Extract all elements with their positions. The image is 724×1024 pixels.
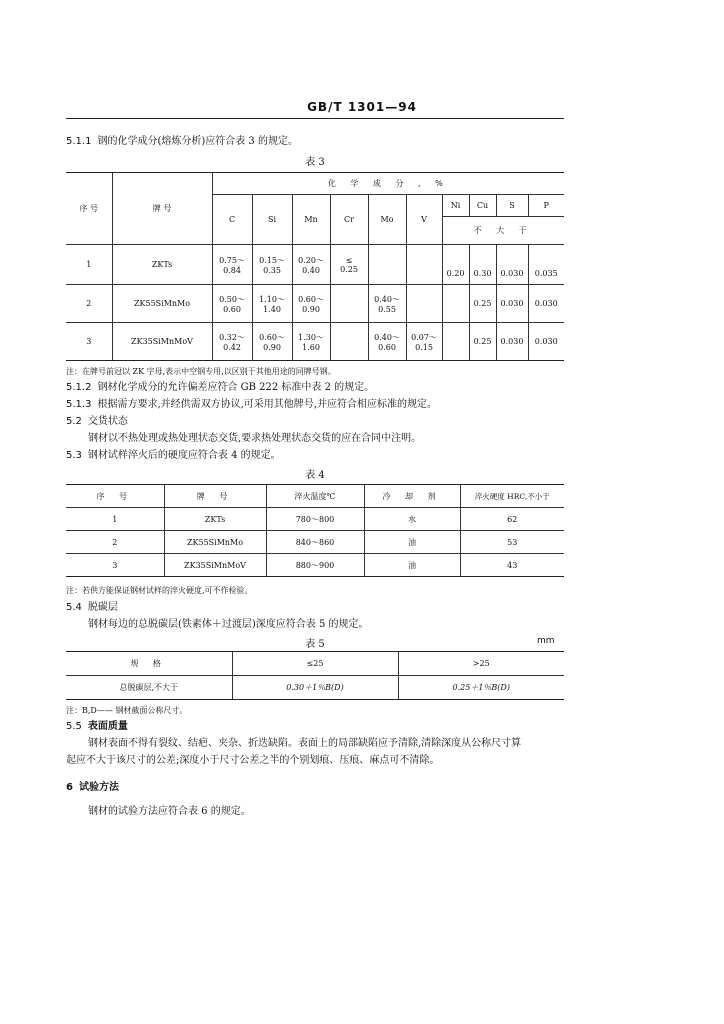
clause-5-5-heading: [66, 720, 128, 734]
header-hardness: 淬火硬度 HRC,不小于: [460, 485, 564, 508]
cell-grade: ZK55SiMnMo: [164, 531, 266, 554]
cell-no: 3: [66, 323, 112, 361]
table-5: [66, 651, 564, 700]
header-element-p: P: [528, 195, 564, 217]
clause-5-2-heading: [66, 415, 128, 429]
cell-grade: ZKTs: [164, 508, 266, 531]
clause-5-4-text: 钢材每边的总脱碳层(铁素体＋过渡层)深度应符合表 5 的规定。: [88, 619, 369, 630]
cell-grade: ZK35SiMnMoV: [164, 554, 266, 577]
table-row: [66, 323, 564, 361]
cell-hardness: 43: [460, 554, 564, 577]
header-quench-temp: 淬火温度℃: [266, 485, 364, 508]
cell-no: 1: [66, 508, 164, 531]
clause-5-1-3: [66, 398, 437, 412]
cell-si: 1.10～ 1.40: [252, 285, 292, 323]
header-element-ni: Ni: [442, 195, 469, 217]
cell-no: 3: [66, 554, 164, 577]
cell-coolant: 水: [364, 508, 460, 531]
cell-ni: 0.20: [442, 245, 469, 285]
clause-number: 5.1.1: [66, 136, 92, 147]
table-header-row: [66, 652, 564, 676]
cell-decarb-le-25: 0.30＋1％B(D): [232, 676, 398, 700]
header-element-s: S: [496, 195, 528, 217]
cell-decarb-gt-25: 0.25＋1％B(D): [398, 676, 564, 700]
table-3: [66, 172, 564, 361]
clause-5-4-heading: [66, 601, 118, 615]
cell-grade: ZK35SiMnMoV: [112, 323, 212, 361]
header-coolant: 冷 却 剂: [364, 485, 460, 508]
cell-ni: [442, 323, 469, 361]
clause-5-1-2: [66, 381, 374, 395]
header-element-si: Si: [252, 195, 292, 245]
section-6-heading: [66, 781, 119, 795]
cell-quench-temp: 880～900: [266, 554, 364, 577]
header-element-v: V: [406, 195, 442, 245]
table-row: [66, 676, 564, 700]
cell-cr: [330, 285, 368, 323]
clause-number: 5.4: [66, 602, 82, 613]
header-element-cu: Cu: [469, 195, 496, 217]
table-3-caption: 表 3: [305, 157, 325, 168]
cell-cu: 0.25: [469, 323, 496, 361]
clause-title: 表面质量: [87, 721, 128, 732]
cell-ni: [442, 285, 469, 323]
table-3-note: 注：在牌号前冠以 ZK 字母,表示中空钢专用,以区别于其他用途的同牌号钢。: [66, 367, 336, 376]
header-size: 规 格: [66, 652, 232, 676]
cell-mo: [368, 245, 406, 285]
clause-5-1-1: [66, 135, 298, 149]
clause-text: 根据需方要求,并经供需双方协议,可采用其他牌号,并应符合相应标准的规定。: [97, 399, 437, 410]
cell-v: 0.07～ 0.15: [406, 323, 442, 361]
clause-text: 钢的化学成分(熔炼分析)应符合表 3 的规定。: [97, 136, 298, 147]
cell-quench-temp: 780～800: [266, 508, 364, 531]
cell-cr: ≤ 0.25: [330, 245, 368, 285]
cell-p: 0.035: [528, 245, 564, 285]
table-4-caption: 表 4: [305, 470, 325, 481]
header-not-more-than: 不 大 于: [442, 217, 564, 245]
table-row: [66, 285, 564, 323]
header-chemical-composition: 化 学 成 分 , %: [212, 173, 564, 195]
header-grade: 牌 号: [112, 173, 212, 245]
cell-c: 0.50～ 0.60: [212, 285, 252, 323]
cell-c: 0.32～ 0.42: [212, 323, 252, 361]
clause-text: 钢材化学成分的允许偏差应符合 GB 222 标准中表 2 的规定。: [97, 382, 375, 393]
clause-number: 5.1.3: [66, 399, 92, 410]
table-row: [66, 531, 564, 554]
clause-5-5-line-2: 起应不大于该尺寸的公差;深度小于尺寸公差之半的个别划痕、压痕、麻点可不清除。: [66, 755, 440, 766]
cell-no: 2: [66, 531, 164, 554]
cell-si: 0.60～ 0.90: [252, 323, 292, 361]
cell-c: 0.75～ 0.84: [212, 245, 252, 285]
table-4: [66, 484, 564, 577]
cell-mn: 0.60～ 0.90: [292, 285, 330, 323]
clause-5-3: [66, 449, 281, 463]
table-5-unit: mm: [537, 636, 555, 646]
clause-number: 5.5: [66, 721, 82, 732]
cell-no: 2: [66, 285, 112, 323]
cell-mo: 0.40～ 0.55: [368, 285, 406, 323]
section-number: 6: [66, 782, 73, 793]
clause-5-2-text: 钢材以不热处理或热处理状态交货,要求热处理状态交货的应在合同中注明。: [88, 433, 422, 444]
table-header-row: [66, 485, 564, 508]
table-4-note: 注：若供方能保证钢材试样的淬火硬度,可不作检验。: [66, 586, 253, 595]
cell-hardness: 53: [460, 531, 564, 554]
table-5-note: 注：B,D—— 钢材截面公称尺寸。: [66, 706, 188, 715]
cell-v: [406, 285, 442, 323]
header-gt-25: >25: [398, 652, 564, 676]
clause-number: 5.1.2: [66, 382, 92, 393]
clause-title: 交货状态: [87, 416, 128, 427]
cell-p: 0.030: [528, 285, 564, 323]
header-element-mo: Mo: [368, 195, 406, 245]
header-grade: 牌 号: [164, 485, 266, 508]
cell-mn: 1.30～ 1.60: [292, 323, 330, 361]
standard-code: GB/T 1301—94: [307, 100, 417, 114]
cell-s: 0.030: [496, 245, 528, 285]
cell-s: 0.030: [496, 323, 528, 361]
header-element-mn: Mn: [292, 195, 330, 245]
header-element-cr: Cr: [330, 195, 368, 245]
cell-hardness: 62: [460, 508, 564, 531]
header-le-25: ≤25: [232, 652, 398, 676]
cell-s: 0.030: [496, 285, 528, 323]
cell-mo: 0.40～ 0.60: [368, 323, 406, 361]
table-row: [66, 554, 564, 577]
cell-total-decarb-label: 总脱碳层,不大于: [66, 676, 232, 700]
cell-cr: [330, 323, 368, 361]
clause-number: 5.2: [66, 416, 82, 427]
header-element-c: C: [212, 195, 252, 245]
clause-text: 钢材试样淬火后的硬度应符合表 4 的规定。: [87, 450, 281, 461]
cell-cu: 0.30: [469, 245, 496, 285]
table-5-caption: 表 5: [305, 639, 325, 650]
cell-no: 1: [66, 245, 112, 285]
clause-5-5-line-1: 钢材表面不得有裂纹、结疤、夹杂、折迭缺陷。表面上的局部缺陷应予清除,清除深度从公称尺寸算: [88, 738, 522, 749]
cell-mn: 0.20～ 0.40: [292, 245, 330, 285]
cell-coolant: 油: [364, 531, 460, 554]
cell-cu: 0.25: [469, 285, 496, 323]
section-title: 试验方法: [78, 782, 119, 793]
cell-v: [406, 245, 442, 285]
cell-quench-temp: 840～860: [266, 531, 364, 554]
clause-title: 脱碳层: [87, 602, 118, 613]
header-rule: [66, 118, 564, 119]
clause-number: 5.3: [66, 450, 82, 461]
table-row: [66, 508, 564, 531]
cell-si: 0.15～ 0.35: [252, 245, 292, 285]
cell-grade: ZK55SiMnMo: [112, 285, 212, 323]
header-no: 序 号: [66, 173, 112, 245]
table-row: [66, 245, 564, 285]
section-6-text: 钢材的试验方法应符合表 6 的规定。: [88, 806, 251, 817]
header-no: 序 号: [66, 485, 164, 508]
cell-grade: ZKTs: [112, 245, 212, 285]
cell-p: 0.030: [528, 323, 564, 361]
cell-coolant: 油: [364, 554, 460, 577]
